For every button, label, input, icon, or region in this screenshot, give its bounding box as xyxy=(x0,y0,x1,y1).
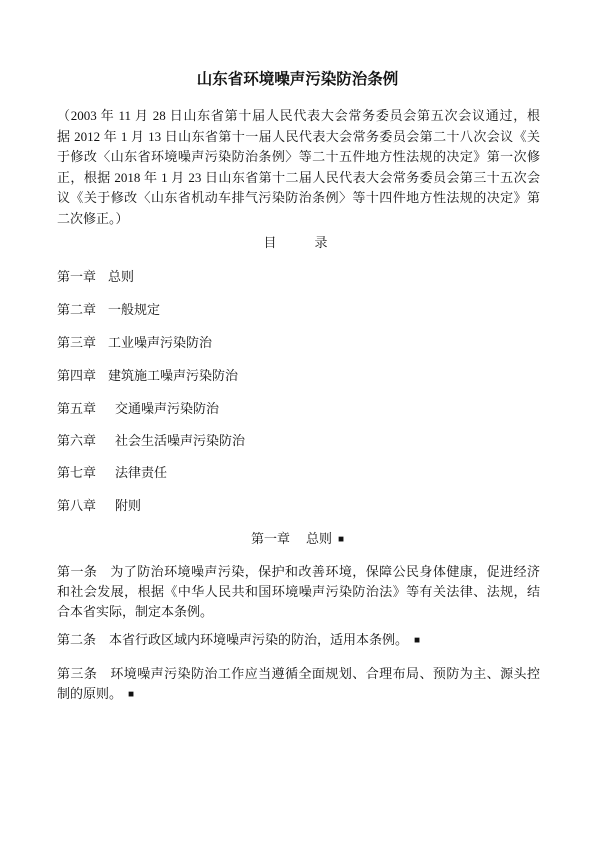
toc-chapter-title: 交通噪声污染防治 xyxy=(115,401,220,416)
toc-chapter-title: 附则 xyxy=(115,498,142,513)
toc-chapter-number: 第二章 xyxy=(57,302,97,317)
chapter-heading xyxy=(0,529,595,549)
toc-item xyxy=(57,333,540,353)
toc-chapter-title: 工业噪声污染防治 xyxy=(108,335,213,350)
toc-chapter-title: 一般规定 xyxy=(108,302,161,317)
article-text: 本省行政区域内环境噪声污染的防治，适用本条例。 xyxy=(109,632,409,647)
article-line xyxy=(57,684,540,704)
toc-item xyxy=(57,496,540,516)
article-number: 第一条 xyxy=(57,564,98,579)
toc-chapter-title: 总则 xyxy=(108,269,135,284)
article-line: 和社会发展，根据《中华人民共和国环境噪声污染防治法》等有关法律、法规，结 xyxy=(57,584,540,599)
preamble-line: 于修改〈山东省环境噪声污染防治条例〉等二十五件地方性法规的决定》第一次修 xyxy=(57,149,540,164)
toc-item xyxy=(57,431,540,451)
preamble-line: 二次修正。） xyxy=(57,210,129,226)
toc-chapter-number: 第三章 xyxy=(57,335,97,350)
toc-chapter-number: 第六章 xyxy=(57,433,97,448)
toc-chapter-title: 社会生活噪声污染防治 xyxy=(115,433,246,448)
preamble-line: （2003 年 11 月 28 日山东省第十届人民代表大会常务委员会第五次会议通过，根 xyxy=(57,108,540,123)
chapter-number: 第一章 xyxy=(250,531,290,546)
toc-item xyxy=(57,366,540,386)
toc-chapter-title: 建筑施工噪声污染防治 xyxy=(108,368,239,383)
article-line xyxy=(57,562,540,582)
article-text: 为了防治环境噪声污染，保护和改善环境，保障公民身体健康，促进经济 xyxy=(110,564,540,579)
section-end-marker: ■ xyxy=(414,635,421,646)
article-line xyxy=(57,630,540,650)
toc-chapter-number: 第五章 xyxy=(57,401,97,416)
preamble-line: 据 2012 年 1 月 13 日山东省第十一届人民代表大会常务委员会第二十八次会议《关 xyxy=(57,128,540,144)
section-end-marker: ■ xyxy=(337,534,345,545)
document-title: 山东省环境噪声污染防治条例 xyxy=(196,71,399,88)
toc-chapter-number: 第一章 xyxy=(57,269,97,284)
article-number: 第二条 xyxy=(57,632,97,647)
chapter-title: 总则 xyxy=(305,531,332,546)
article-line xyxy=(57,664,540,684)
toc-item xyxy=(57,300,540,320)
preamble-line: 议《关于修改〈山东省机动车排气污染防治条例〉等十四件地方性法规的决定》第 xyxy=(57,190,540,205)
toc-chapter-number: 第七章 xyxy=(57,465,97,480)
toc-item xyxy=(57,399,540,419)
article-line: 合本省实际，制定本条例。 xyxy=(57,604,214,619)
toc-chapter-title: 法律责任 xyxy=(115,465,168,480)
toc-item xyxy=(57,463,540,483)
toc-chapter-number: 第四章 xyxy=(57,368,97,383)
toc-item xyxy=(57,267,540,287)
preamble-line: 正，根据 2018 年 1 月 23 日山东省第十二届人民代表大会常务委员会第三十五次会 xyxy=(57,169,540,185)
toc-heading: 目 录 xyxy=(263,235,332,250)
toc-chapter-number: 第八章 xyxy=(57,498,97,513)
section-end-marker: ■ xyxy=(128,689,135,700)
article-number: 第三条 xyxy=(57,666,98,681)
article-text: 制的原则。 xyxy=(57,686,123,701)
article-text: 环境噪声污染防治工作应当遵循全面规划、合理布局、预防为主、源头控 xyxy=(110,666,540,681)
